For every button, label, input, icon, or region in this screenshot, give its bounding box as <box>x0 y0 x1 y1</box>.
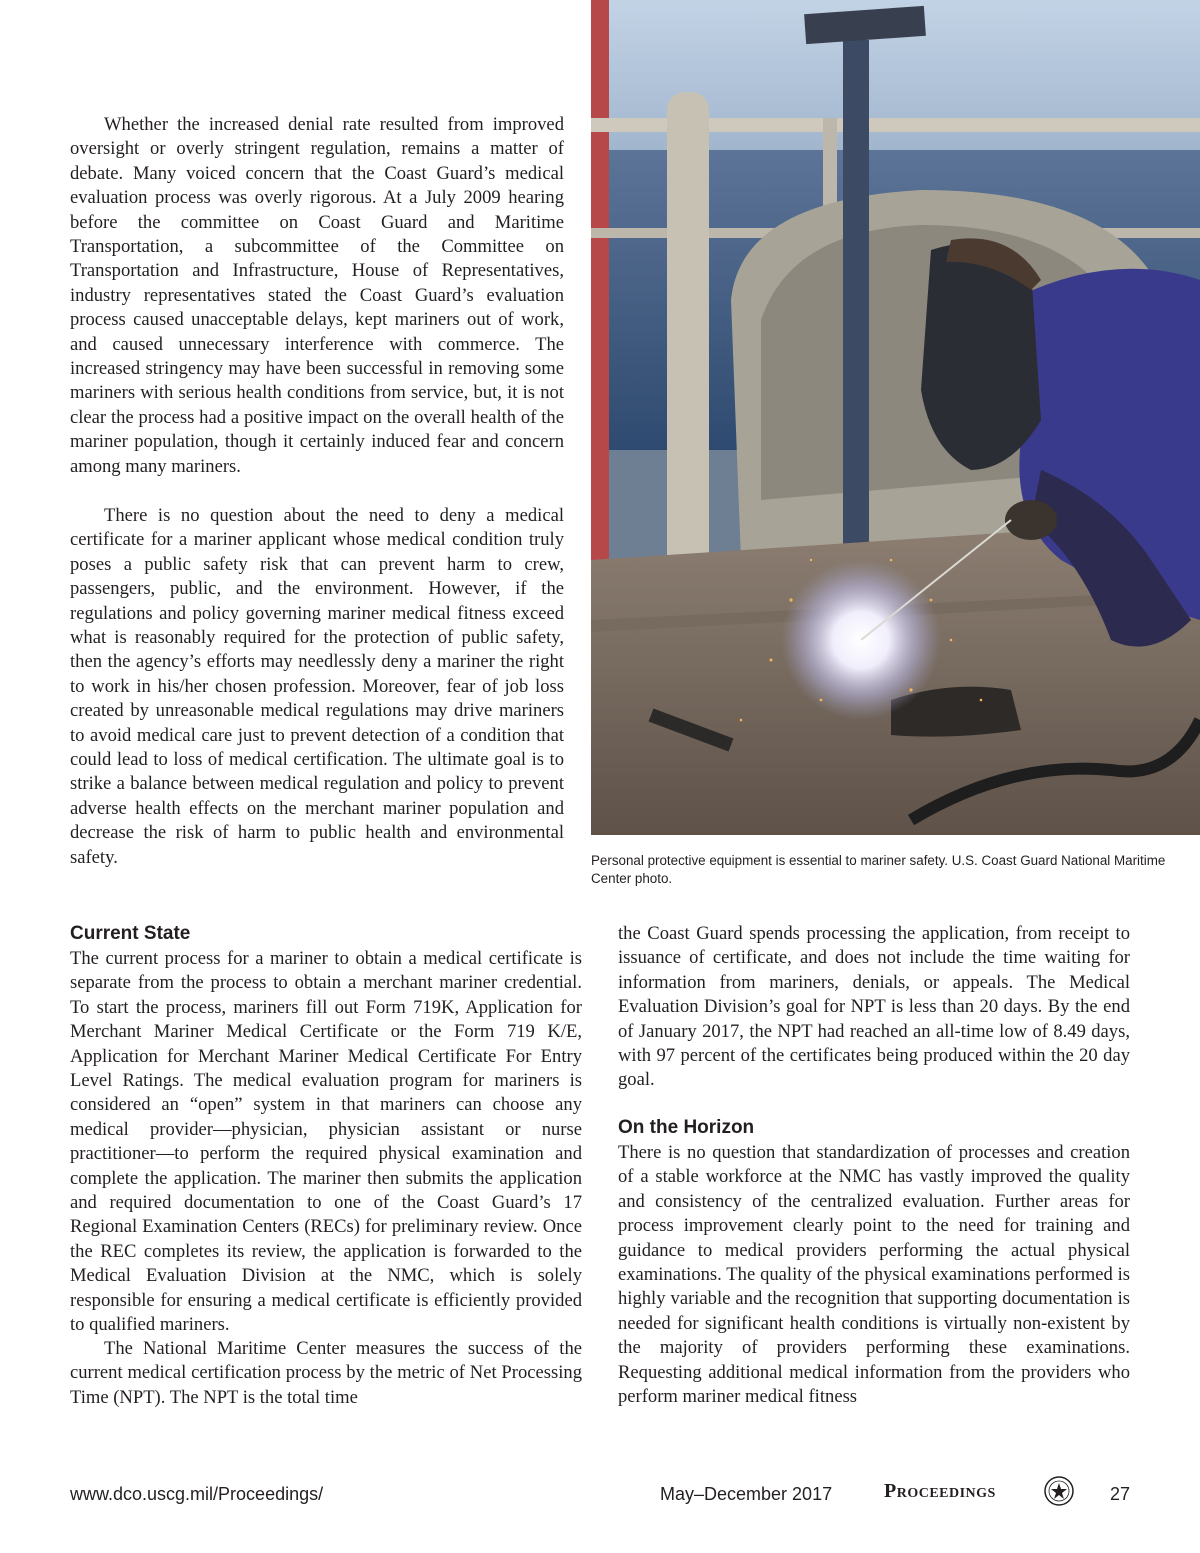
footer-date: May–December 2017 <box>660 1484 833 1504</box>
npt-continuation-paragraph: the Coast Guard spends processing the application, from receipt to issuance of certificate, and does not include the time waiting for information from mariners, denials, or appeals. The Medical Evaluation Division’s goal for NPT is less than 20 days. By the end of January 2017, the NPT had reached an all-time low of 8.49 days, with 97 percent of the certificates being produced within the 20 day goal. <box>618 923 1130 1091</box>
coast-guard-seal-icon <box>1044 1476 1074 1506</box>
photo-caption: Personal protective equipment is essential to mariner safety. U.S. Coast Guard National Maritime Center photo. <box>591 853 1166 886</box>
on-the-horizon-heading: On the Horizon <box>618 1117 755 1138</box>
footer-publication: Proceedings <box>884 1480 996 1502</box>
current-state-heading: Current State <box>70 923 191 944</box>
top-paragraph-1: Whether the increased denial rate resulted from improved oversight or overly stringent regulation, remains a matter of debate. Many voiced concern that the Coast Guard’s medical evaluation process was overly rigorous. At a July 2009 hearing before the committee on Coast Guard and Maritime Transportation, a subcommittee of the Committee on Transportation and Infrastructure, House of Representatives, industry representatives stated the Coast Guard’s evaluation process caused unacceptable delays, kept mariners out of work, and caused unnecessary interference with commerce. The increased stringency may have been successful in removing some mariners with serious health conditions from service, but, it is not clear the process had a positive impact on the overall health of the mariner population, though it certainly induced fear and concern among many mariners. <box>70 114 564 477</box>
welding-photo <box>591 0 1200 835</box>
current-state-paragraph-1: The current process for a mariner to obtain a medical certificate is separate from the process to obtain a merchant mariner credential. To start the process, mariners fill out Form 719K, Application for Merchant Mariner Medical Certificate or the Form 719 K/E, Application for Merchant Mariner Medical Certificate For Entry Level Ratings. The medical evaluation program for mariners is considered an “open” system in that mariners can choose any medical provider—physician, physician assistant or nurse practitioner—to perform the required physical examination and complete the application. The mariner then submits the application and required documentation to one of the Coast Guard’s 17 Regional Examination Centers (RECs) for preliminary review. Once the REC completes its review, the application is forwarded to the Medical Evaluation Division at the NMC, which is solely responsible for ensuring a medical certificate is efficiently provided to qualified mariners. <box>70 948 582 1336</box>
current-state-paragraph-2: The National Maritime Center measures the success of the current medical certification process by the metric of Net Processing Time (NPT). The NPT is the total time <box>70 1338 582 1408</box>
page-number: 27 <box>1110 1484 1131 1504</box>
footer-url: www.dco.uscg.mil/Proceedings/ <box>70 1484 324 1504</box>
on-the-horizon-paragraph: There is no question that standardization of processes and creation of a stable workforce at the NMC has vastly improved the quality and consistency of the centralized evaluation. Further areas for process improvement clearly point to the need for training and guidance to medical providers performing the actual physical examinations. The quality of the physical examinations performed is highly variable and the recognition that supporting documentation is needed for significant health conditions is virtually non-existent by the majority of providers performing these examinations. Requesting additional medical information from the providers who perform mariner medical fitness <box>618 1142 1130 1408</box>
top-paragraph-2: There is no question about the need to deny a medical certificate for a mariner applicant whose medical condition truly poses a public safety risk that can prevent harm to crew, passengers, public, and the environment. However, if the regulations and policy governing mariner medical fitness exceed what is reasonably required for the protection of public safety, then the agency’s efforts may needlessly deny a mariner the right to work in his/her chosen profession. Moreover, fear of job loss created by unreasonable medical regulations may drive mariners to avoid medical care just to prevent detection of a condition that could lead to loss of medical certification. The ultimate goal is to strike a balance between medical regulation and policy to prevent adverse health effects on the merchant mariner population and decrease the risk of harm to public health and environmental safety. <box>70 505 564 868</box>
